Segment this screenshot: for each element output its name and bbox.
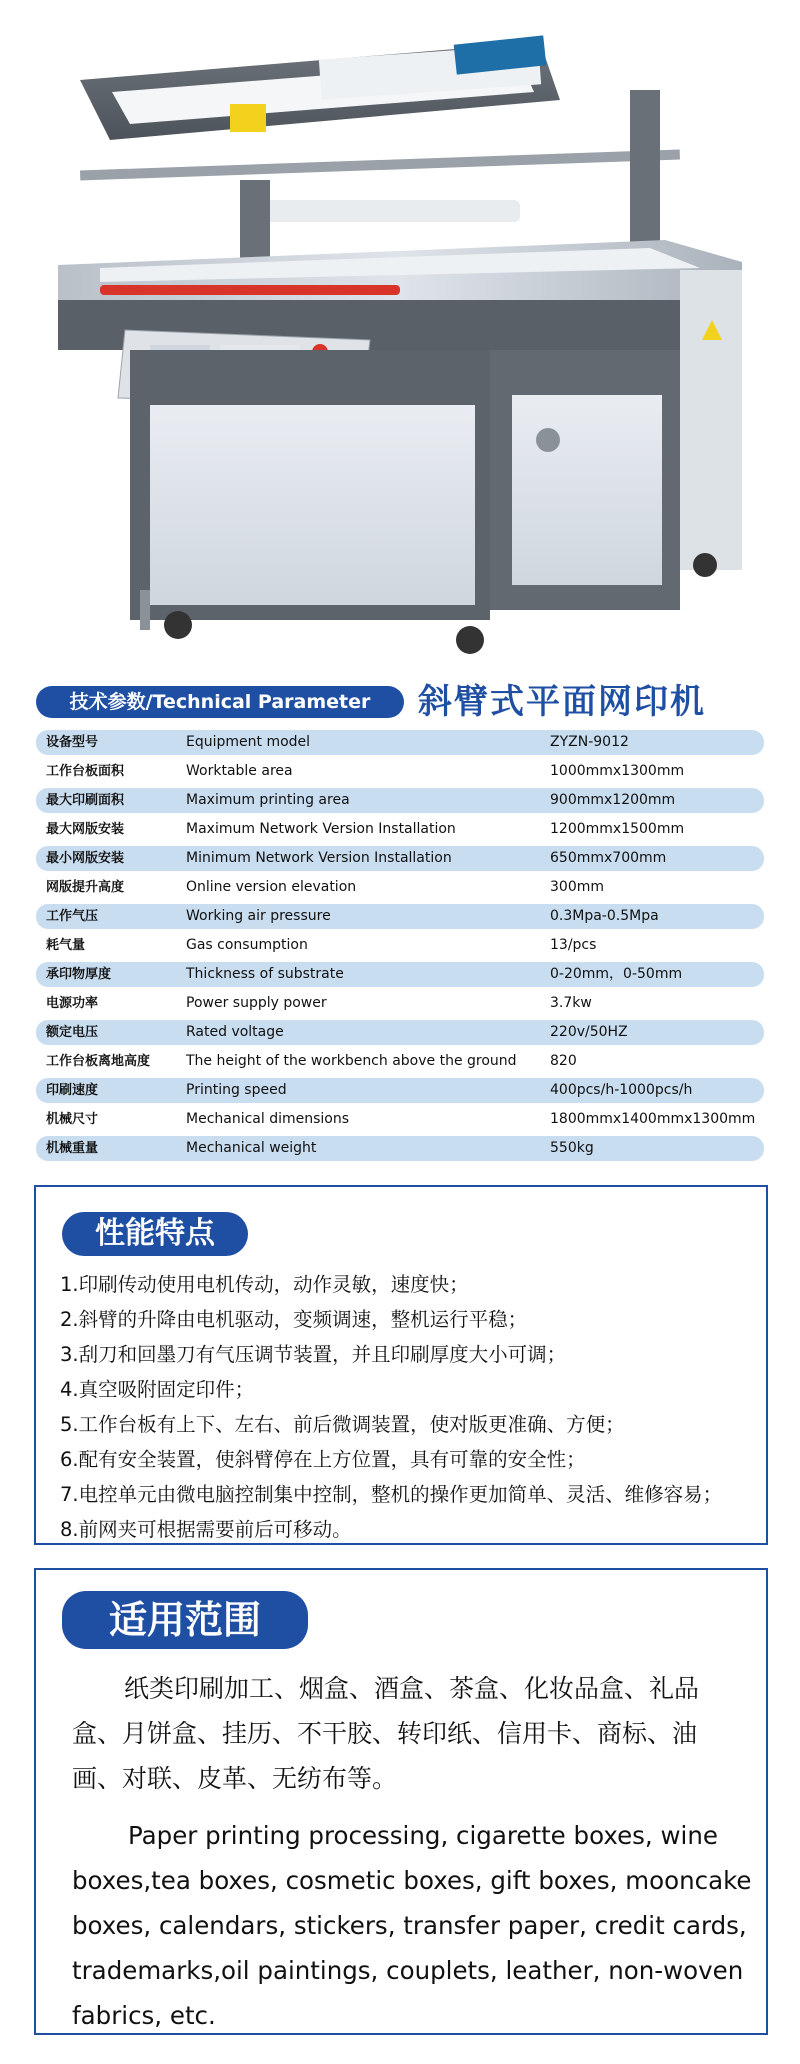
spec-label-en: Maximum Network Version Installation xyxy=(186,821,456,837)
row-band xyxy=(36,933,764,958)
feature-item: 4.真空吸附固定印件； xyxy=(60,1378,255,1401)
spec-row xyxy=(36,960,764,989)
scope-title: 适用范围 xyxy=(62,1591,308,1649)
spec-value: ZYZN-9012 xyxy=(550,734,629,750)
spec-label-cn: 工作台板面积 xyxy=(46,764,125,779)
spec-row xyxy=(36,1018,764,1047)
spec-value: 1000mmx1300mm xyxy=(550,763,685,779)
spec-value: 650mmx700mm xyxy=(550,850,667,866)
spec-label-en: Printing speed xyxy=(186,1082,287,1098)
spec-label-cn: 耗气量 xyxy=(46,938,86,953)
row-band xyxy=(36,730,764,755)
spec-label-en: Power supply power xyxy=(186,995,327,1011)
spec-label-cn: 额定电压 xyxy=(46,1025,99,1040)
spec-row xyxy=(36,1047,764,1076)
spec-value: 0-20mm，0-50mm xyxy=(550,966,683,982)
spec-label-cn: 最大印刷面积 xyxy=(46,793,125,808)
spec-label-en: Gas consumption xyxy=(186,937,308,953)
spec-row xyxy=(36,1076,764,1105)
spec-value: 0.3Mpa-0.5Mpa xyxy=(550,908,659,924)
spec-value: 820 xyxy=(550,1053,577,1069)
features-box xyxy=(34,1185,768,1545)
spec-label-cn: 工作气压 xyxy=(46,909,99,924)
spec-table xyxy=(36,728,764,1163)
row-band xyxy=(36,875,764,900)
feature-item: 1.印刷传动使用电机传动，动作灵敏，速度快； xyxy=(60,1273,469,1296)
spec-label-en: Working air pressure xyxy=(186,908,331,924)
spec-label-cn: 机械重量 xyxy=(46,1141,99,1156)
spec-value: 1200mmx1500mm xyxy=(550,821,685,837)
spec-row xyxy=(36,931,764,960)
spec-row xyxy=(36,873,764,902)
spec-label-cn: 承印物厚度 xyxy=(46,967,112,982)
feature-item: 6.配有安全装置，使斜臂停在上方位置，具有可靠的安全性； xyxy=(60,1448,586,1471)
spec-header xyxy=(36,680,766,724)
spec-value: 400pcs/h-1000pcs/h xyxy=(550,1082,693,1098)
spec-label-en: The height of the workbench above the ground xyxy=(186,1053,517,1069)
feature-item: 8.前网夹可根据需要前后可移动。 xyxy=(60,1518,352,1541)
spec-row xyxy=(36,728,764,757)
technical-parameter-label: 技术参数/Technical Parameter xyxy=(36,686,404,718)
feature-item: 7.电控单元由微电脑控制集中控制，整机的操作更加简单、灵活、维修容易； xyxy=(60,1483,723,1506)
scope-text-en: Paper printing processing, cigarette boxes, wine boxes,tea boxes, cosmetic boxes, gift boxes, mooncake boxes, calendars, stickers, transfer paper, credit cards, trademarks,oil paintings, couplets, leather, non-woven fabrics, etc. xyxy=(72,1821,752,2030)
spec-label-en: Minimum Network Version Installation xyxy=(186,850,452,866)
row-band xyxy=(36,1136,764,1161)
feature-item: 2.斜臂的升降由电机驱动，变频调速，整机运行平稳； xyxy=(60,1308,528,1331)
spec-row xyxy=(36,1105,764,1134)
spec-value: 220v/50HZ xyxy=(550,1024,628,1040)
spec-label-en: Maximum printing area xyxy=(186,792,350,808)
spec-label-en: Rated voltage xyxy=(186,1024,284,1040)
spec-label-cn: 机械尺寸 xyxy=(46,1112,99,1127)
features-list xyxy=(60,1267,760,1547)
spec-value: 1800mmx1400mmx1300mm xyxy=(550,1111,756,1127)
spec-row xyxy=(36,815,764,844)
spec-row xyxy=(36,1134,764,1163)
spec-label-cn: 网版提升高度 xyxy=(46,880,125,895)
spec-value: 13/pcs xyxy=(550,937,597,953)
spec-label-cn: 设备型号 xyxy=(46,735,99,750)
spec-label-en: Equipment model xyxy=(186,734,311,750)
spec-label-en: Mechanical dimensions xyxy=(186,1111,350,1127)
spec-row xyxy=(36,844,764,873)
spec-label-cn: 电源功率 xyxy=(46,996,99,1011)
spec-label-cn: 最大网版安装 xyxy=(46,822,125,837)
spec-label-en: Online version elevation xyxy=(186,879,357,895)
machine-photo xyxy=(0,0,800,660)
spec-label-cn: 印刷速度 xyxy=(46,1083,99,1098)
row-band xyxy=(36,991,764,1016)
feature-item: 5.工作台板有上下、左右、前后微调装置，使对版更准确、方便； xyxy=(60,1413,625,1436)
scope-text-cn: 纸类印刷加工、烟盒、酒盒、茶盒、化妆品盒、礼品盒、月饼盒、挂历、不干胶、转印纸、信用卡、商标、油画、对联、皮革、无纺布等。 xyxy=(72,1674,700,1793)
features-title: 性能特点 xyxy=(62,1212,248,1256)
spec-label-cn: 最小网版安装 xyxy=(46,851,125,866)
spec-row xyxy=(36,757,764,786)
spec-label-en: Worktable area xyxy=(186,763,293,779)
feature-item: 3.刮刀和回墨刀有气压调节装置，并且印刷厚度大小可调； xyxy=(60,1343,567,1366)
spec-value: 3.7kw xyxy=(550,995,592,1011)
spec-label-en: Mechanical weight xyxy=(186,1140,317,1156)
spec-row xyxy=(36,902,764,931)
spec-value: 300mm xyxy=(550,879,604,895)
spec-value: 900mmx1200mm xyxy=(550,792,676,808)
spec-label-cn: 工作台板离地高度 xyxy=(46,1054,151,1069)
spec-row xyxy=(36,989,764,1018)
scope-box xyxy=(34,1568,768,2035)
product-title: 斜臂式平面网印机 xyxy=(418,682,706,722)
row-band xyxy=(36,1020,764,1045)
spec-label-en: Thickness of substrate xyxy=(186,966,344,982)
spec-value: 550kg xyxy=(550,1140,594,1156)
spec-row xyxy=(36,786,764,815)
